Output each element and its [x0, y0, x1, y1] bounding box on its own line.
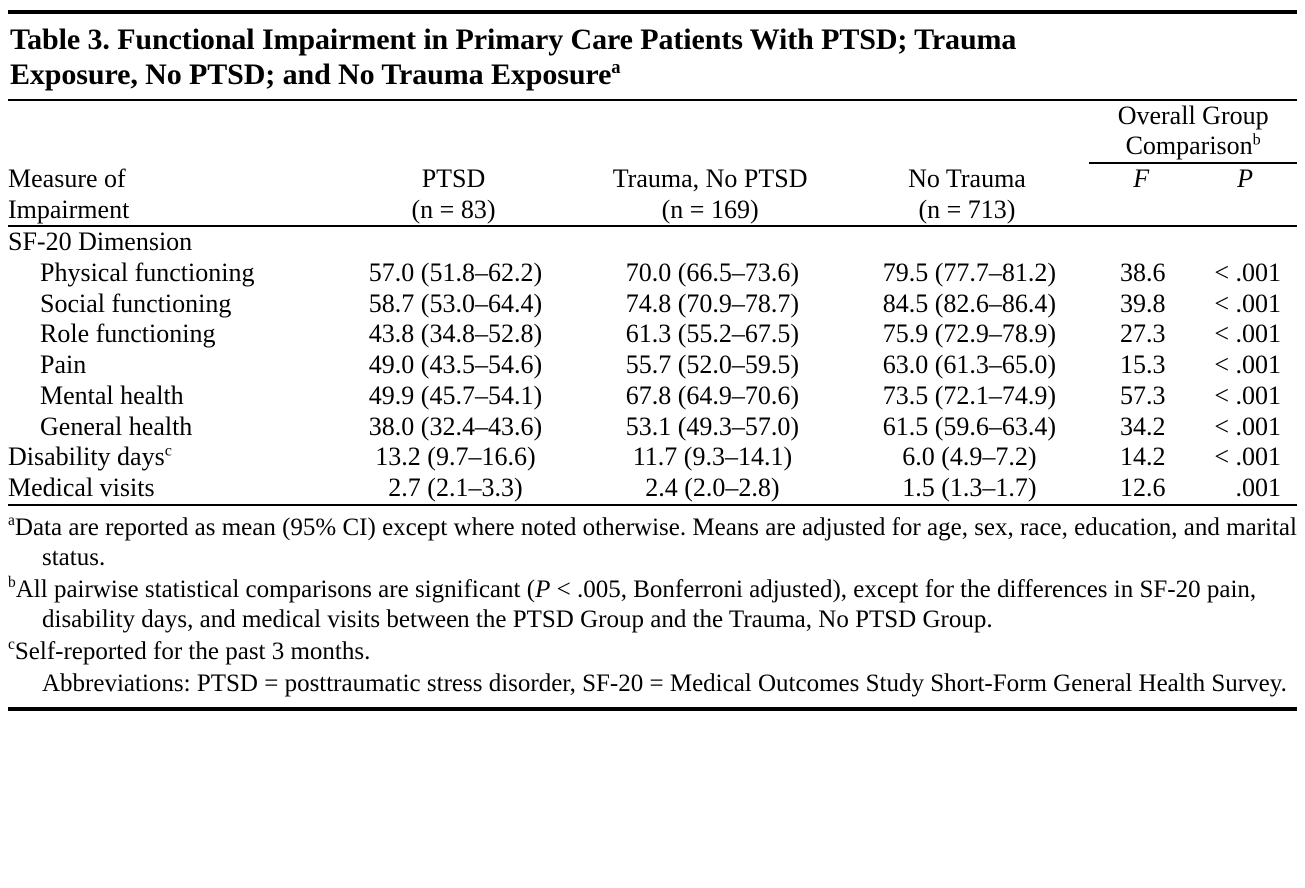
section-label: SF-20 Dimension [8, 227, 193, 257]
row-label: Physical functioning [40, 258, 255, 288]
row-ptsd: 2.7 (2.1–3.3) [388, 472, 523, 502]
row-f: 15.3 [1119, 350, 1166, 380]
row-notrauma: 73.5 (72.1–74.9) [882, 380, 1057, 410]
row-trauma: 2.4 (2.0–2.8) [645, 472, 780, 502]
row-p: < .001 [1214, 411, 1281, 441]
row-ptsd: 43.8 (34.8–52.8) [368, 319, 543, 349]
row-trauma: 11.7 (9.3–14.1) [632, 442, 793, 472]
header-row-line2 [8, 195, 1297, 226]
row-notrauma: 1.5 (1.3–1.7) [902, 472, 1037, 502]
row-p: < .001 [1214, 380, 1281, 410]
table-title-line1: Table 3. Functional Impairment in Primary Care Patients With PTSD; Trauma [10, 23, 1017, 56]
table-row [8, 319, 1297, 350]
row-p: .001 [1235, 472, 1281, 502]
row-notrauma: 61.5 (59.6–63.4) [882, 411, 1057, 441]
row-p: < .001 [1214, 258, 1281, 288]
table-row [8, 473, 1297, 504]
table-title [8, 14, 1297, 99]
row-trauma: 67.8 (64.9–70.6) [625, 380, 800, 410]
header-notrauma-line2: (n = 713) [918, 194, 1016, 224]
row-label-superscript: c [164, 442, 172, 460]
footnote-abbreviations [8, 669, 1297, 701]
row-f: 12.6 [1119, 472, 1166, 502]
row-trauma: 74.8 (70.9–78.7) [625, 288, 800, 318]
figure-bottom-rule [8, 707, 1297, 711]
table-title-superscript: a [611, 57, 621, 79]
footnote-marker: a [8, 512, 15, 530]
row-trauma: 53.1 (49.3–57.0) [625, 411, 800, 441]
row-label: Medical visits [8, 472, 155, 502]
impairment-table-body [8, 227, 1297, 503]
footnote-marker: c [8, 636, 15, 654]
header-f: F [1133, 164, 1150, 194]
row-ptsd: 49.9 (45.7–54.1) [368, 380, 543, 410]
row-label: Social functioning [40, 288, 232, 318]
row-label: General health [40, 411, 193, 441]
row-notrauma: 63.0 (61.3–65.0) [882, 350, 1057, 380]
row-p: < .001 [1214, 319, 1281, 349]
header-trauma-line2: (n = 169) [661, 194, 759, 224]
row-ptsd: 58.7 (53.0–64.4) [368, 288, 543, 318]
row-label: Role functioning [40, 319, 216, 349]
row-ptsd: 57.0 (51.8–62.2) [368, 258, 543, 288]
impairment-table [8, 101, 1297, 226]
header-row-line1 [8, 164, 1297, 195]
row-ptsd: 13.2 (9.7–16.6) [375, 442, 536, 472]
row-p: < .001 [1214, 350, 1281, 380]
table-row [8, 412, 1297, 443]
table-row [8, 258, 1297, 289]
overall-group-line2-text: Comparison [1125, 131, 1253, 161]
header-p: P [1237, 164, 1253, 194]
overall-group-line2 [1089, 131, 1297, 164]
row-trauma: 61.3 (55.2–67.5) [625, 319, 800, 349]
row-label-text: Disability days [8, 442, 165, 472]
row-f: 39.8 [1119, 288, 1166, 318]
header-measure-line2: Impairment [8, 194, 130, 224]
table-title-line2: Exposure, No PTSD; and No Trauma Exposure [10, 58, 612, 92]
overall-group-line1: Overall Group [1117, 100, 1269, 130]
table-row [8, 442, 1297, 473]
row-notrauma: 79.5 (77.7–81.2) [882, 258, 1057, 288]
row-trauma: 55.7 (52.0–59.5) [625, 350, 800, 380]
row-f: 57.3 [1119, 380, 1166, 410]
row-label [8, 442, 333, 473]
row-label: Mental health [40, 380, 184, 410]
row-f: 14.2 [1119, 442, 1166, 472]
footnote [8, 513, 1297, 575]
row-f: 34.2 [1119, 411, 1166, 441]
table-section-header [8, 227, 1297, 258]
footnote-text: Abbreviations: PTSD = posttraumatic stress disorder, SF-20 = Medical Outcomes Study Short-Form General Health Survey. [42, 669, 1287, 697]
footnote [8, 637, 1297, 669]
table-row [8, 381, 1297, 412]
footnote-text: Self-reported for the past 3 months. [14, 637, 371, 665]
footnote-text: All pairwise statistical comparisons are significant (P < .005, Bonferroni adjusted), except for the differences in SF-20 pain, disability days, and medical visits between the PTSD Group and the Trauma, No PTSD Group. [15, 575, 1257, 633]
row-notrauma: 84.5 (82.6–86.4) [882, 288, 1057, 318]
row-trauma: 70.0 (66.5–73.6) [625, 258, 800, 288]
footnotes [8, 506, 1297, 701]
footnote-marker: b [8, 574, 16, 592]
table-row [8, 289, 1297, 320]
header-ptsd-line1: PTSD [421, 164, 486, 194]
row-notrauma: 6.0 (4.9–7.2) [902, 442, 1037, 472]
header-notrauma-line1: No Trauma [908, 164, 1026, 194]
row-p: < .001 [1214, 288, 1281, 318]
header-trauma-line1: Trauma, No PTSD [612, 164, 808, 194]
overall-group-superscript: b [1252, 131, 1261, 149]
row-p: < .001 [1214, 442, 1281, 472]
row-f: 27.3 [1119, 319, 1166, 349]
header-measure-line1: Measure of [8, 164, 126, 194]
table-row [8, 350, 1297, 381]
header-ptsd-line2: (n = 83) [411, 194, 496, 224]
row-notrauma: 75.9 (72.9–78.9) [882, 319, 1057, 349]
header-overall-row [8, 101, 1297, 164]
footnote-text: Data are reported as mean (95% CI) except where noted otherwise. Means are adjusted for age, sex, race, education, and marital status. [14, 513, 1297, 571]
footnote [8, 575, 1297, 637]
row-f: 38.6 [1119, 258, 1166, 288]
row-label: Pain [40, 350, 87, 380]
overall-group-header [1089, 101, 1297, 164]
row-ptsd: 38.0 (32.4–43.6) [368, 411, 543, 441]
row-ptsd: 49.0 (43.5–54.6) [368, 350, 543, 380]
